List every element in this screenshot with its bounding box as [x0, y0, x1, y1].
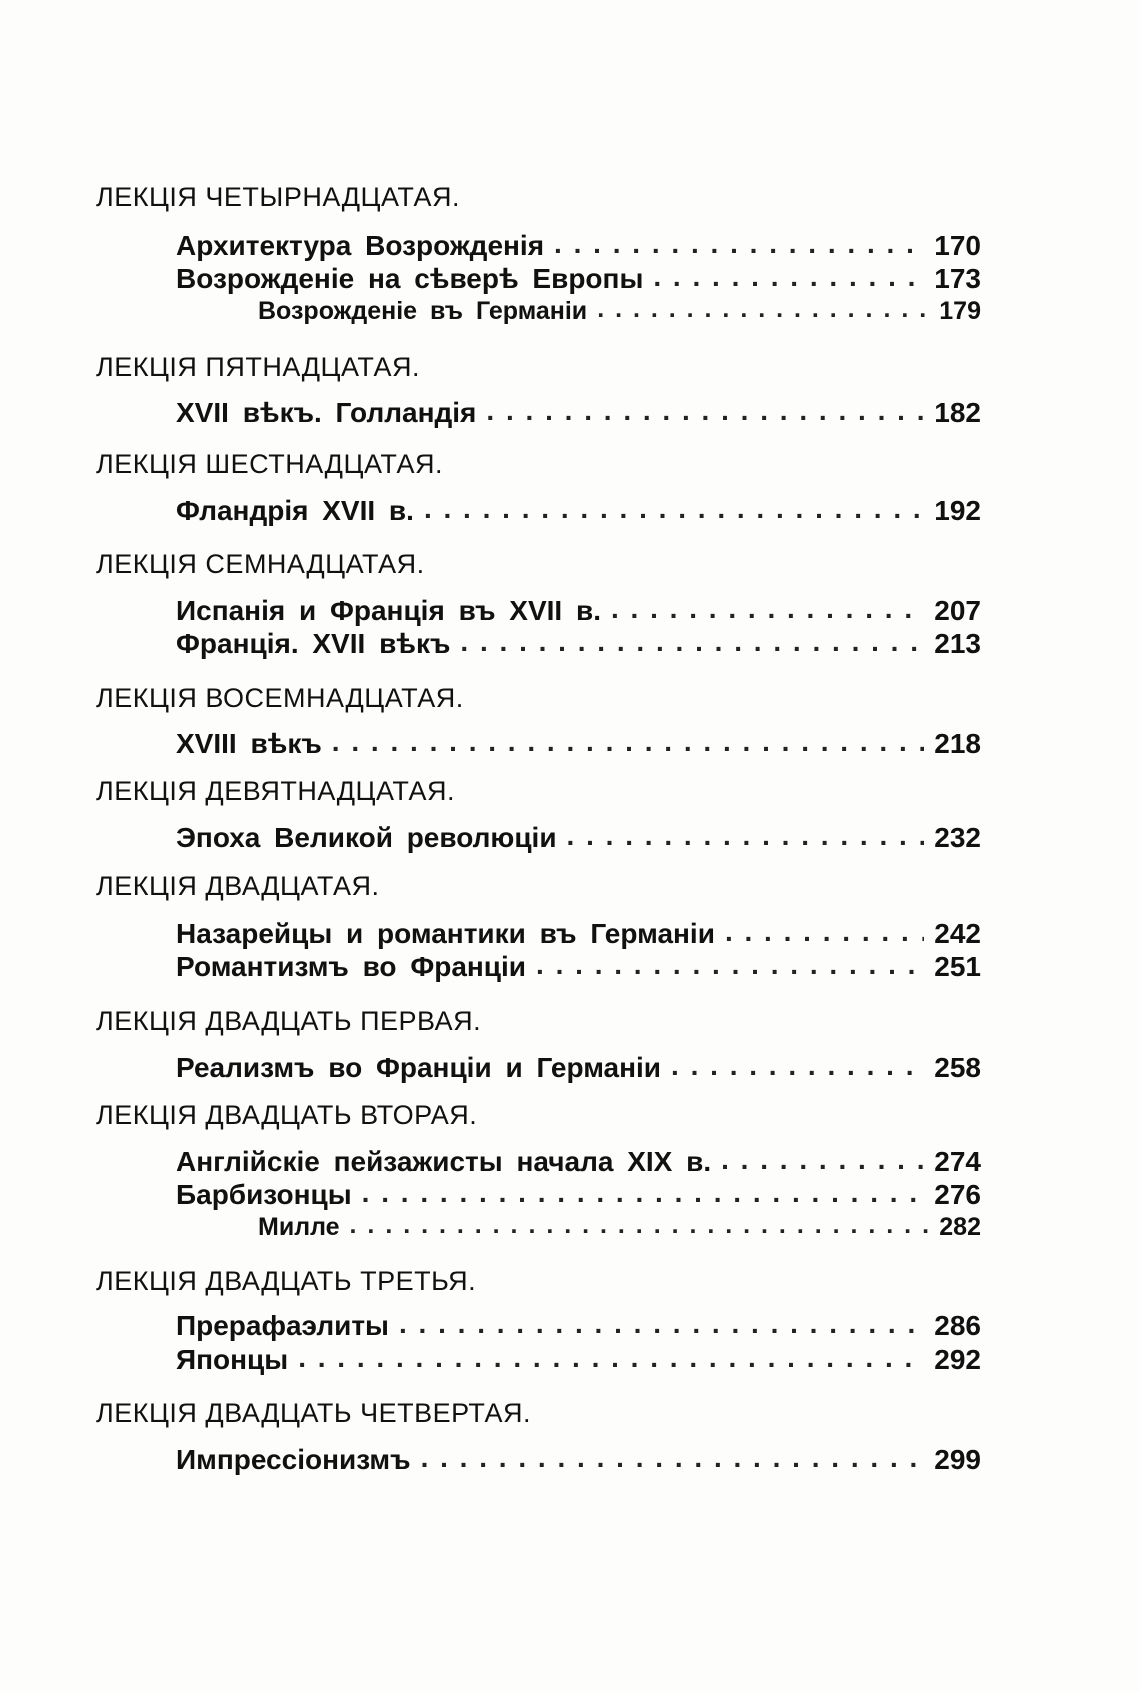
toc-entry-title: Возрожденіе въ Германіи [258, 297, 588, 325]
toc-entry [176, 1179, 981, 1211]
toc-entry-page: 232 [934, 822, 981, 853]
lecture-heading: ЛЕКЦІЯ ДВАДЦАТЬ ПЕРВАЯ. [96, 1006, 482, 1036]
lecture-heading: ЛЕКЦІЯ ЧЕТЫРНАДЦАТАЯ. [96, 182, 461, 212]
toc-entry-title: Возрожденіе на сѣверѣ Европы [176, 263, 644, 294]
lecture-heading: ЛЕКЦІЯ ВОСЕМНАДЦАТАЯ. [96, 683, 464, 713]
toc-entry-title: Англійскіе пейзажисты начала XIX в. [176, 1146, 712, 1177]
toc-entry [176, 397, 981, 429]
lecture-heading: ЛЕКЦІЯ ДВАДЦАТАЯ. [96, 871, 380, 901]
dot-leader [421, 1442, 925, 1474]
toc-entry-title: Барбизонцы [176, 1179, 352, 1210]
toc-entry [176, 495, 981, 527]
toc-entry-title: Реализмъ во Франціи и Германіи [176, 1052, 662, 1083]
toc-entry-title: Архитектура Возрожденія [176, 230, 545, 261]
dot-leader [460, 626, 924, 658]
toc-entry [176, 263, 981, 295]
toc-entry [176, 1310, 981, 1342]
toc-entry [176, 1052, 981, 1084]
toc-entry-page: 182 [934, 397, 981, 428]
lecture-heading: ЛЕКЦІЯ ДЕВЯТНАДЦАТАЯ. [96, 776, 455, 806]
toc-entry-title: Франція. XVII вѣкъ [176, 628, 451, 659]
dot-leader [721, 1144, 924, 1176]
toc-entry-page: 292 [934, 1344, 981, 1375]
dot-leader [332, 726, 925, 758]
toc-entry-title: Назарейцы и романтики въ Германіи [176, 918, 715, 949]
toc-entry-title: Импрессіонизмъ [176, 1444, 411, 1475]
toc-entry-title: Испанія и Франція въ XVII в. [176, 595, 601, 626]
toc-entry-page: 251 [934, 951, 981, 982]
toc-entry-page: 218 [934, 728, 981, 759]
toc-entry-page: 299 [934, 1444, 981, 1475]
lecture-heading: ЛЕКЦІЯ ДВАДЦАТЬ ЧЕТВЕРТАЯ. [96, 1398, 532, 1428]
toc-subentry [258, 297, 981, 326]
toc-entry-page: 286 [934, 1310, 981, 1341]
toc-entry-page: 242 [934, 918, 981, 949]
toc-entry-page: 179 [939, 297, 981, 325]
lecture-heading: ЛЕКЦІЯ ПЯТНАДЦАТАЯ. [96, 352, 420, 382]
toc-entry-page: 192 [934, 495, 981, 526]
toc-entry-page: 258 [934, 1052, 981, 1083]
toc-entry-page: 173 [934, 263, 981, 294]
toc-entry-page: 207 [934, 595, 981, 626]
toc-entry [176, 822, 981, 854]
toc-entry-page: 213 [934, 628, 981, 659]
toc-entry-title: Эпоха Великой революціи [176, 822, 557, 853]
dot-leader [554, 228, 924, 260]
toc-entry [176, 230, 981, 262]
dot-leader [653, 261, 924, 293]
toc-subentry [258, 1213, 981, 1242]
toc-entry-page: 276 [934, 1179, 981, 1210]
toc-entry [176, 951, 981, 983]
toc-entry-title: XVII вѣкъ. Голландія [176, 397, 477, 428]
toc-entry [176, 1146, 981, 1178]
dot-leader [298, 1342, 924, 1374]
dot-leader [536, 949, 924, 981]
toc-entry-title: Японцы [176, 1344, 289, 1375]
toc-entry [176, 595, 981, 627]
toc-entry-title: XVIII вѣкъ [176, 728, 322, 759]
dot-leader [362, 1177, 925, 1209]
toc-entry [176, 728, 981, 760]
toc-entry [176, 628, 981, 660]
dot-leader [486, 395, 924, 427]
dot-leader [611, 593, 924, 625]
lecture-heading: ЛЕКЦІЯ ДВАДЦАТЬ ВТОРАЯ. [96, 1100, 478, 1130]
dot-leader [424, 493, 924, 525]
dot-leader [671, 1050, 924, 1082]
dot-leader [567, 820, 925, 852]
lecture-heading: ЛЕКЦІЯ ДВАДЦАТЬ ТРЕТЬЯ. [96, 1266, 477, 1296]
toc-entry-page: 274 [934, 1146, 981, 1177]
toc-entry [176, 1444, 981, 1476]
toc-entry-page: 170 [934, 230, 981, 261]
lecture-heading: ЛЕКЦІЯ ШЕСТНАДЦАТАЯ. [96, 449, 443, 479]
dot-leader [725, 916, 924, 948]
dot-leader [399, 1308, 924, 1340]
dot-leader [350, 1211, 930, 1240]
lecture-heading: ЛЕКЦІЯ СЕМНАДЦАТАЯ. [96, 549, 425, 579]
toc-entry-title: Милле [258, 1213, 340, 1241]
dot-leader [597, 295, 929, 324]
toc-entry-page: 282 [939, 1213, 981, 1241]
toc-entry-title: Фландрія XVII в. [176, 495, 414, 526]
toc-entry-title: Романтизмъ во Франціи [176, 951, 527, 982]
toc-entry-title: Прерафаэлиты [176, 1310, 389, 1341]
toc-entry [176, 918, 981, 950]
toc-entry [176, 1344, 981, 1376]
